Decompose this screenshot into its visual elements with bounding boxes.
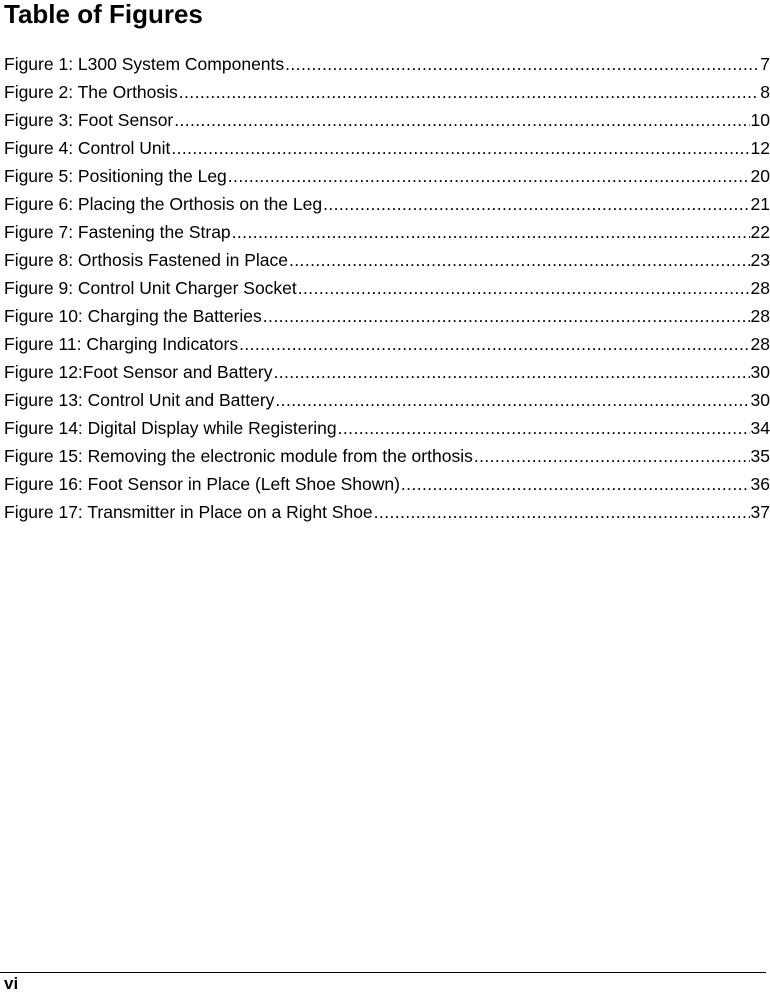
page-title: Table of Figures (4, 0, 203, 29)
toc-entry-label: Figure 4: Control Unit (4, 138, 171, 158)
toc-entry[interactable] (4, 165, 770, 193)
toc-entry-page-number: 10 (750, 110, 770, 130)
toc-entry-page-number: 7 (760, 54, 770, 74)
toc-entry[interactable] (4, 417, 770, 445)
toc-entry-page-number: 21 (750, 194, 770, 214)
toc-entry[interactable] (4, 109, 770, 137)
dot-leader (239, 333, 749, 355)
toc-entry[interactable] (4, 473, 770, 501)
toc-entry-page-number: 36 (750, 474, 770, 494)
toc-entry-page-number: 23 (750, 250, 770, 270)
toc-entry-label: Figure 14: Digital Display while Registering (4, 418, 337, 438)
toc-entry-page-number: 20 (750, 166, 770, 186)
dot-leader (179, 81, 759, 103)
toc-entry[interactable] (4, 389, 770, 417)
toc-entry-page-number: 28 (750, 278, 770, 298)
toc-entry[interactable] (4, 193, 770, 221)
toc-entry-label: Figure 12:Foot Sensor and Battery (4, 362, 273, 382)
toc-entry[interactable] (4, 249, 770, 277)
page-number: vi (4, 974, 19, 993)
toc-entry[interactable] (4, 81, 770, 109)
footer-divider (0, 972, 766, 973)
toc-entry-page-number: 30 (750, 362, 770, 382)
toc-entry-label: Figure 7: Fastening the Strap (4, 222, 231, 242)
toc-entry[interactable] (4, 445, 770, 473)
toc-entry-label: Figure 8: Orthosis Fastened in Place (4, 250, 289, 270)
toc-entry-label: Figure 11: Charging Indicators (4, 334, 239, 354)
toc-entry[interactable] (4, 53, 770, 81)
toc-entry-label: Figure 17: Transmitter in Place on a Right Shoe (4, 502, 373, 522)
toc-entry-page-number: 8 (760, 82, 770, 102)
toc-entry-label: Figure 2: The Orthosis (4, 82, 178, 102)
toc-entry-page-number: 22 (750, 222, 770, 242)
toc-entry-label: Figure 9: Control Unit Charger Socket (4, 278, 297, 298)
toc-entry[interactable] (4, 221, 770, 249)
dot-leader (298, 277, 750, 299)
toc-entry-label: Figure 13: Control Unit and Battery (4, 390, 275, 410)
dot-leader (401, 473, 750, 495)
toc-entry[interactable] (4, 305, 770, 333)
dot-leader (228, 165, 750, 187)
dot-leader (289, 249, 750, 271)
toc-entry-label: Figure 3: Foot Sensor (4, 110, 174, 130)
dot-leader (171, 137, 749, 159)
toc-entry[interactable] (4, 361, 770, 389)
toc-entry-page-number: 35 (750, 446, 770, 466)
dot-leader (323, 193, 749, 215)
toc-entry-label: Figure 10: Charging the Batteries (4, 306, 262, 326)
dot-leader (285, 53, 759, 75)
toc-entry-page-number: 30 (750, 390, 770, 410)
toc-entry[interactable] (4, 333, 770, 361)
toc-entry-page-number: 28 (750, 334, 770, 354)
toc-entry-page-number: 34 (750, 418, 770, 438)
toc-entry-label: Figure 6: Placing the Orthosis on the Leg (4, 194, 323, 214)
dot-leader (275, 389, 749, 411)
toc-entry-label: Figure 16: Foot Sensor in Place (Left Shoe Shown) (4, 474, 400, 494)
dot-leader (273, 361, 749, 383)
dot-leader (474, 445, 750, 467)
dot-leader (232, 221, 750, 243)
toc-entry-label: Figure 5: Positioning the Leg (4, 166, 227, 186)
toc-entry[interactable] (4, 501, 770, 529)
dot-leader (338, 417, 750, 439)
toc-entry-page-number: 28 (750, 306, 770, 326)
toc-entry-label: Figure 1: L300 System Components (4, 54, 285, 74)
table-of-figures-list (4, 53, 770, 529)
dot-leader (174, 109, 749, 131)
toc-entry-page-number: 12 (750, 138, 770, 158)
dot-leader (263, 305, 750, 327)
toc-entry[interactable] (4, 277, 770, 305)
toc-entry[interactable] (4, 137, 770, 165)
dot-leader (374, 501, 750, 523)
toc-entry-page-number: 37 (750, 502, 770, 522)
toc-entry-label: Figure 15: Removing the electronic module from the orthosis (4, 446, 473, 466)
